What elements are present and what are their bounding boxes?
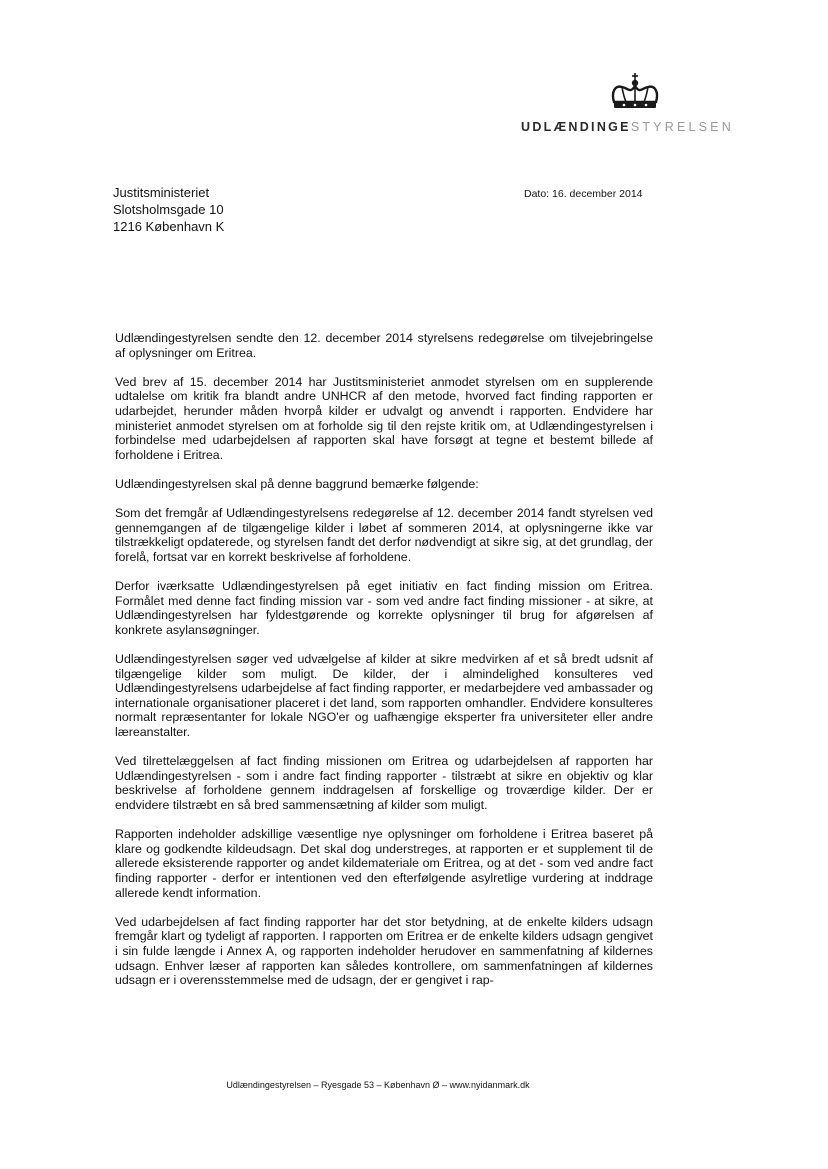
wordmark-strong: UDLÆNDINGE (521, 120, 631, 134)
page-footer: Udlændingestyrelsen – Ryesgade 53 – København Ø – www.nyidanmark.dk (226, 1080, 530, 1090)
body-paragraph: Udlændingestyrelsen sendte den 12. december 2014 styrelsens redegørelse om tilvejebringelse af oplysninger om Eritrea. (115, 331, 653, 360)
agency-wordmark (521, 120, 734, 134)
body-paragraph: Ved tilrettelæggelsen af fact finding missionen om Eritrea og udarbejdelsen af rapporten har Udlændingestyrelsen - som i andre fact finding rapporter - tilstræbt at sikre en objektiv og klar beskrivelse af forholdene gennem inddragelsen af forskellige og troværdige kilder. Der er endvidere tilstræbt en så bred sammensætning af kilder som muligt. (115, 754, 653, 812)
body-paragraph: Rapporten indeholder adskillige væsentlige nye oplysninger om forholdene i Eritrea baseret på klare og godkendte kildeudsagn. Det skal dog understreges, at rapporten er et supplement til de allerede eksisterende rapporter og andet kildemateriale om Eritrea, og at det - som ved andre fact finding rapporter - derfor er intentionen ved den efterfølgende asylretlige vurdering at inddrage allerede kendt information. (115, 827, 653, 900)
recipient-line: 1216 København K (113, 219, 225, 234)
body-paragraph: Udlændingestyrelsen søger ved udvælgelse af kilder at sikre medvirken af et så bredt udsnit af tilgængelige kilder som muligt. De kilder, der i almindelighed konsulteres ved Udlændingestyrelsens udarbejdelse af fact finding rapporter, er medarbejdere ved ambassader og internationale organisationer placeret i det land, som rapporten omhandler. Endvidere konsulteres normalt repræsentanter for lokale NGO'er og uafhængige eksperter fra universiteter eller andre læreanstalter. (115, 652, 653, 740)
body-paragraph: Som det fremgår af Udlændingestyrelsens redegørelse af 12. december 2014 fandt styrelsen ved gennemgangen af de tilgængelige kilder i løbet af sommeren 2014, at oplysningerne ikke var tilstrækkeligt opdaterede, og styrelsen fandt det derfor nødvendigt at sikre sig, at det grundlag, der forelå, fortsat var en korrekt beskrivelse af forholdene. (115, 506, 653, 564)
letter-body (115, 331, 653, 1002)
recipient-line: Slotsholmsgade 10 (113, 202, 224, 217)
royal-crown-icon (609, 72, 661, 110)
recipient-line: Justitsministeriet (113, 185, 210, 200)
body-paragraph: Ved brev af 15. december 2014 har Justitsministeriet anmodet styrelsen om en supplerende udtalelse om kritik fra blandt andre UNHCR af den metode, hvorved fact finding rapporten er udarbejdet, herunder måden hvorpå kilder er udvalgt og anvendt i rapporten. Endvidere har ministeriet anmodet styrelsen om at forholde sig til den rejste kritik om, at Udlændingestyrelsen i forbindelse med udarbejdelsen af rapporten skal have forsøgt at tegne et bestemt billede af forholdene i Eritrea. (115, 374, 653, 462)
body-paragraph: Ved udarbejdelsen af fact finding rapporter har det stor betydning, at de enkelte kilders udsagn fremgår klart og tydeligt af rapporten. I rapporten om Eritrea er de enkelte kilders udsagn gengivet i sin fulde længde i Annex A, og rapporten indeholder herudover en sammenfatning af kildernes udsagn. Enhver læser af rapporten kan således kontrollere, om sammenfatningen af kildernes udsagn er i overensstemmelse med de udsagn, der er gengivet i rap- (115, 914, 653, 988)
letterhead-logo (521, 72, 741, 136)
letter-date: Dato: 16. december 2014 (524, 188, 643, 200)
recipient-address (113, 184, 224, 235)
body-paragraph: Derfor iværksatte Udlændingestyrelsen på eget initiativ en fact finding mission om Eritrea. Formålet med denne fact finding mission var - som ved andre fact finding missioner - at sikre, at Udlændingestyrelsen har fyldestgørende og korrekte oplysninger til brug for afgørelsen af konkrete asylansøgninger. (115, 579, 653, 637)
wordmark-light: STYRELSEN (630, 120, 734, 134)
body-paragraph: Udlændingestyrelsen skal på denne baggrund bemærke følgende: (115, 476, 479, 491)
